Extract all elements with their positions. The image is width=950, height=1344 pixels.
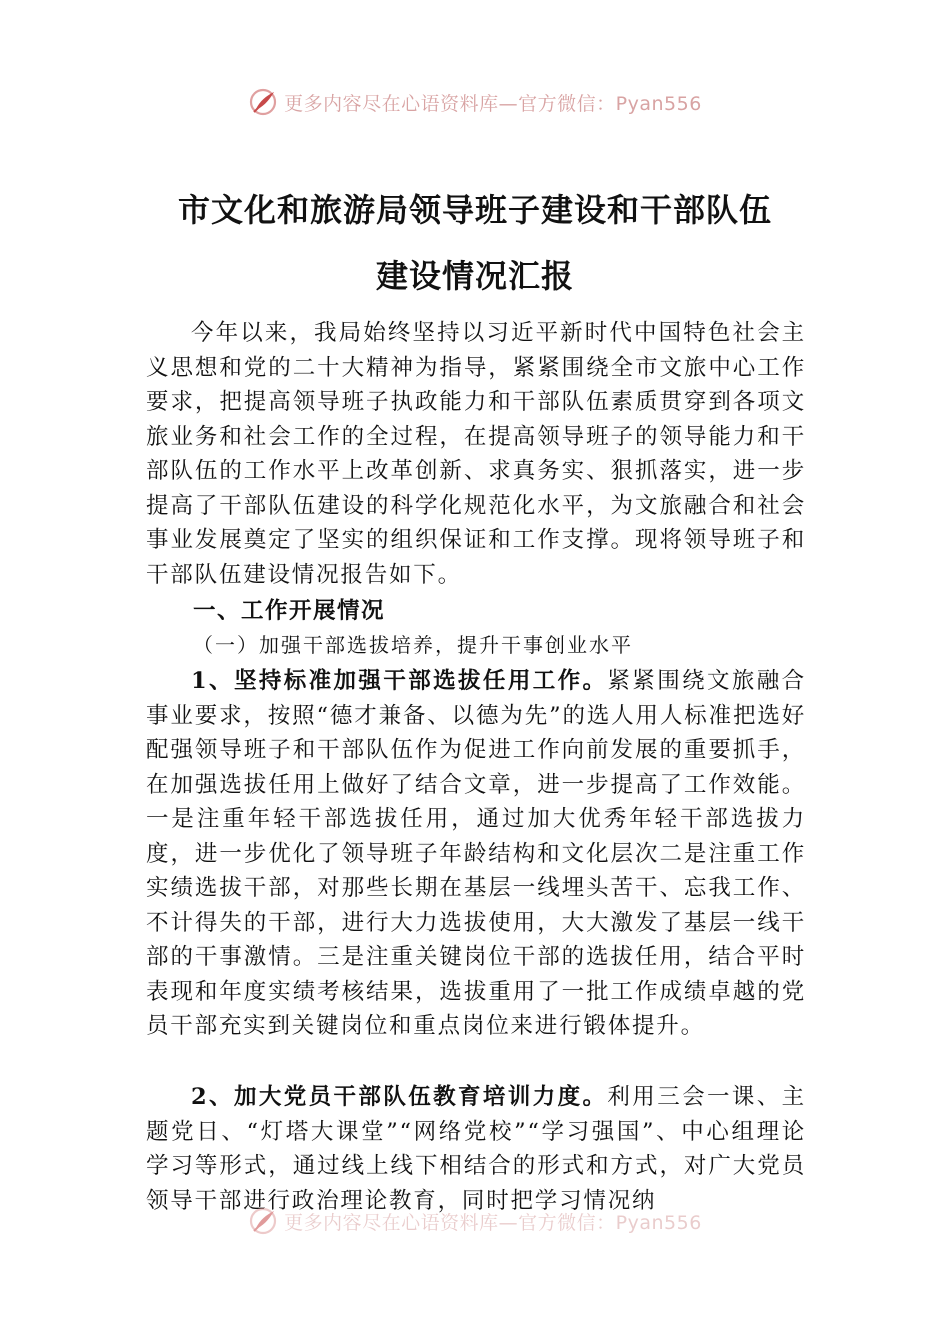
watermark-text: 更多内容尽在心语资料库—官方微信：Pyan556 [284, 92, 702, 115]
item-2-paragraph [146, 1080, 806, 1218]
quill-logo-icon [248, 1206, 278, 1236]
watermark-header [0, 82, 950, 122]
watermark-text: 更多内容尽在心语资料库—官方微信：Pyan556 [284, 1211, 702, 1234]
item-1-lead: 1、坚持标准加强干部选拔任用工作。 [191, 668, 608, 694]
section-heading: 一、工作开展情况 [193, 598, 386, 624]
document-title-line-2: 建设情况汇报 [375, 257, 574, 295]
item-1-paragraph [146, 664, 806, 1044]
item-1-body: 紧紧围绕文旅融合事业要求，按照“德才兼备、以德为先”的选人用人标准把选好配强领导班子和干部队伍作为促进工作向前发展的重要抓手，在加强选拔任用上做好了结合文章，进一步提高了工作效能。一是注重年轻干部选拔任用，通过加大优秀年轻干部选拔力度，进一步优化了领导班子年龄结构和文化层次二是注重工作实绩选拔干部，对那些长期在基层一线埋头苦干、忘我工作、不计得失的干部，进行大力选拔使用，大大激发了基层一线干部的干事激情。三是注重关键岗位干部的选拔任用，结合平时表现和年度实绩考核结果，选拔重用了一批工作成绩卓越的党员干部充实到关键岗位和重点岗位来进行锻体提升。 [146, 668, 806, 1039]
document-title-line-1: 市文化和旅游局领导班子建设和干部队伍 [177, 191, 772, 229]
intro-paragraph: 今年以来，我局始终坚持以习近平新时代中国特色社会主义思想和党的二十大精神为指导，紧紧围绕全市文旅中心工作要求，把提高领导班子执政能力和干部队伍素质贯穿到各项文旅业务和社会工作的全过程，在提高领导班子的领导能力和干部队伍的工作水平上改革创新、求真务实、狠抓落实，进一步提高了干部队伍建设的科学化规范化水平，为文旅融合和社会事业发展奠定了坚实的组织保证和工作支撑。现将领导班子和干部队伍建设情况报告如下。 [146, 320, 806, 588]
watermark-footer [0, 1201, 950, 1241]
item-2-lead: 2、加大党员干部队伍教育培训力度。 [191, 1084, 608, 1110]
item-2-body: 利用三会一课、主题党日、“灯塔大课堂”“网络党校”“学习强国”、中心组理论学习等形式，通过线上线下相结合的形式和方式，对广大党员领导干部进行政治理论教育，同时把学习情况纳 [146, 1084, 806, 1214]
subsection-heading: （一）加强干部选拔培养，提升干事创业水平 [193, 633, 633, 657]
quill-logo-icon [248, 87, 278, 117]
